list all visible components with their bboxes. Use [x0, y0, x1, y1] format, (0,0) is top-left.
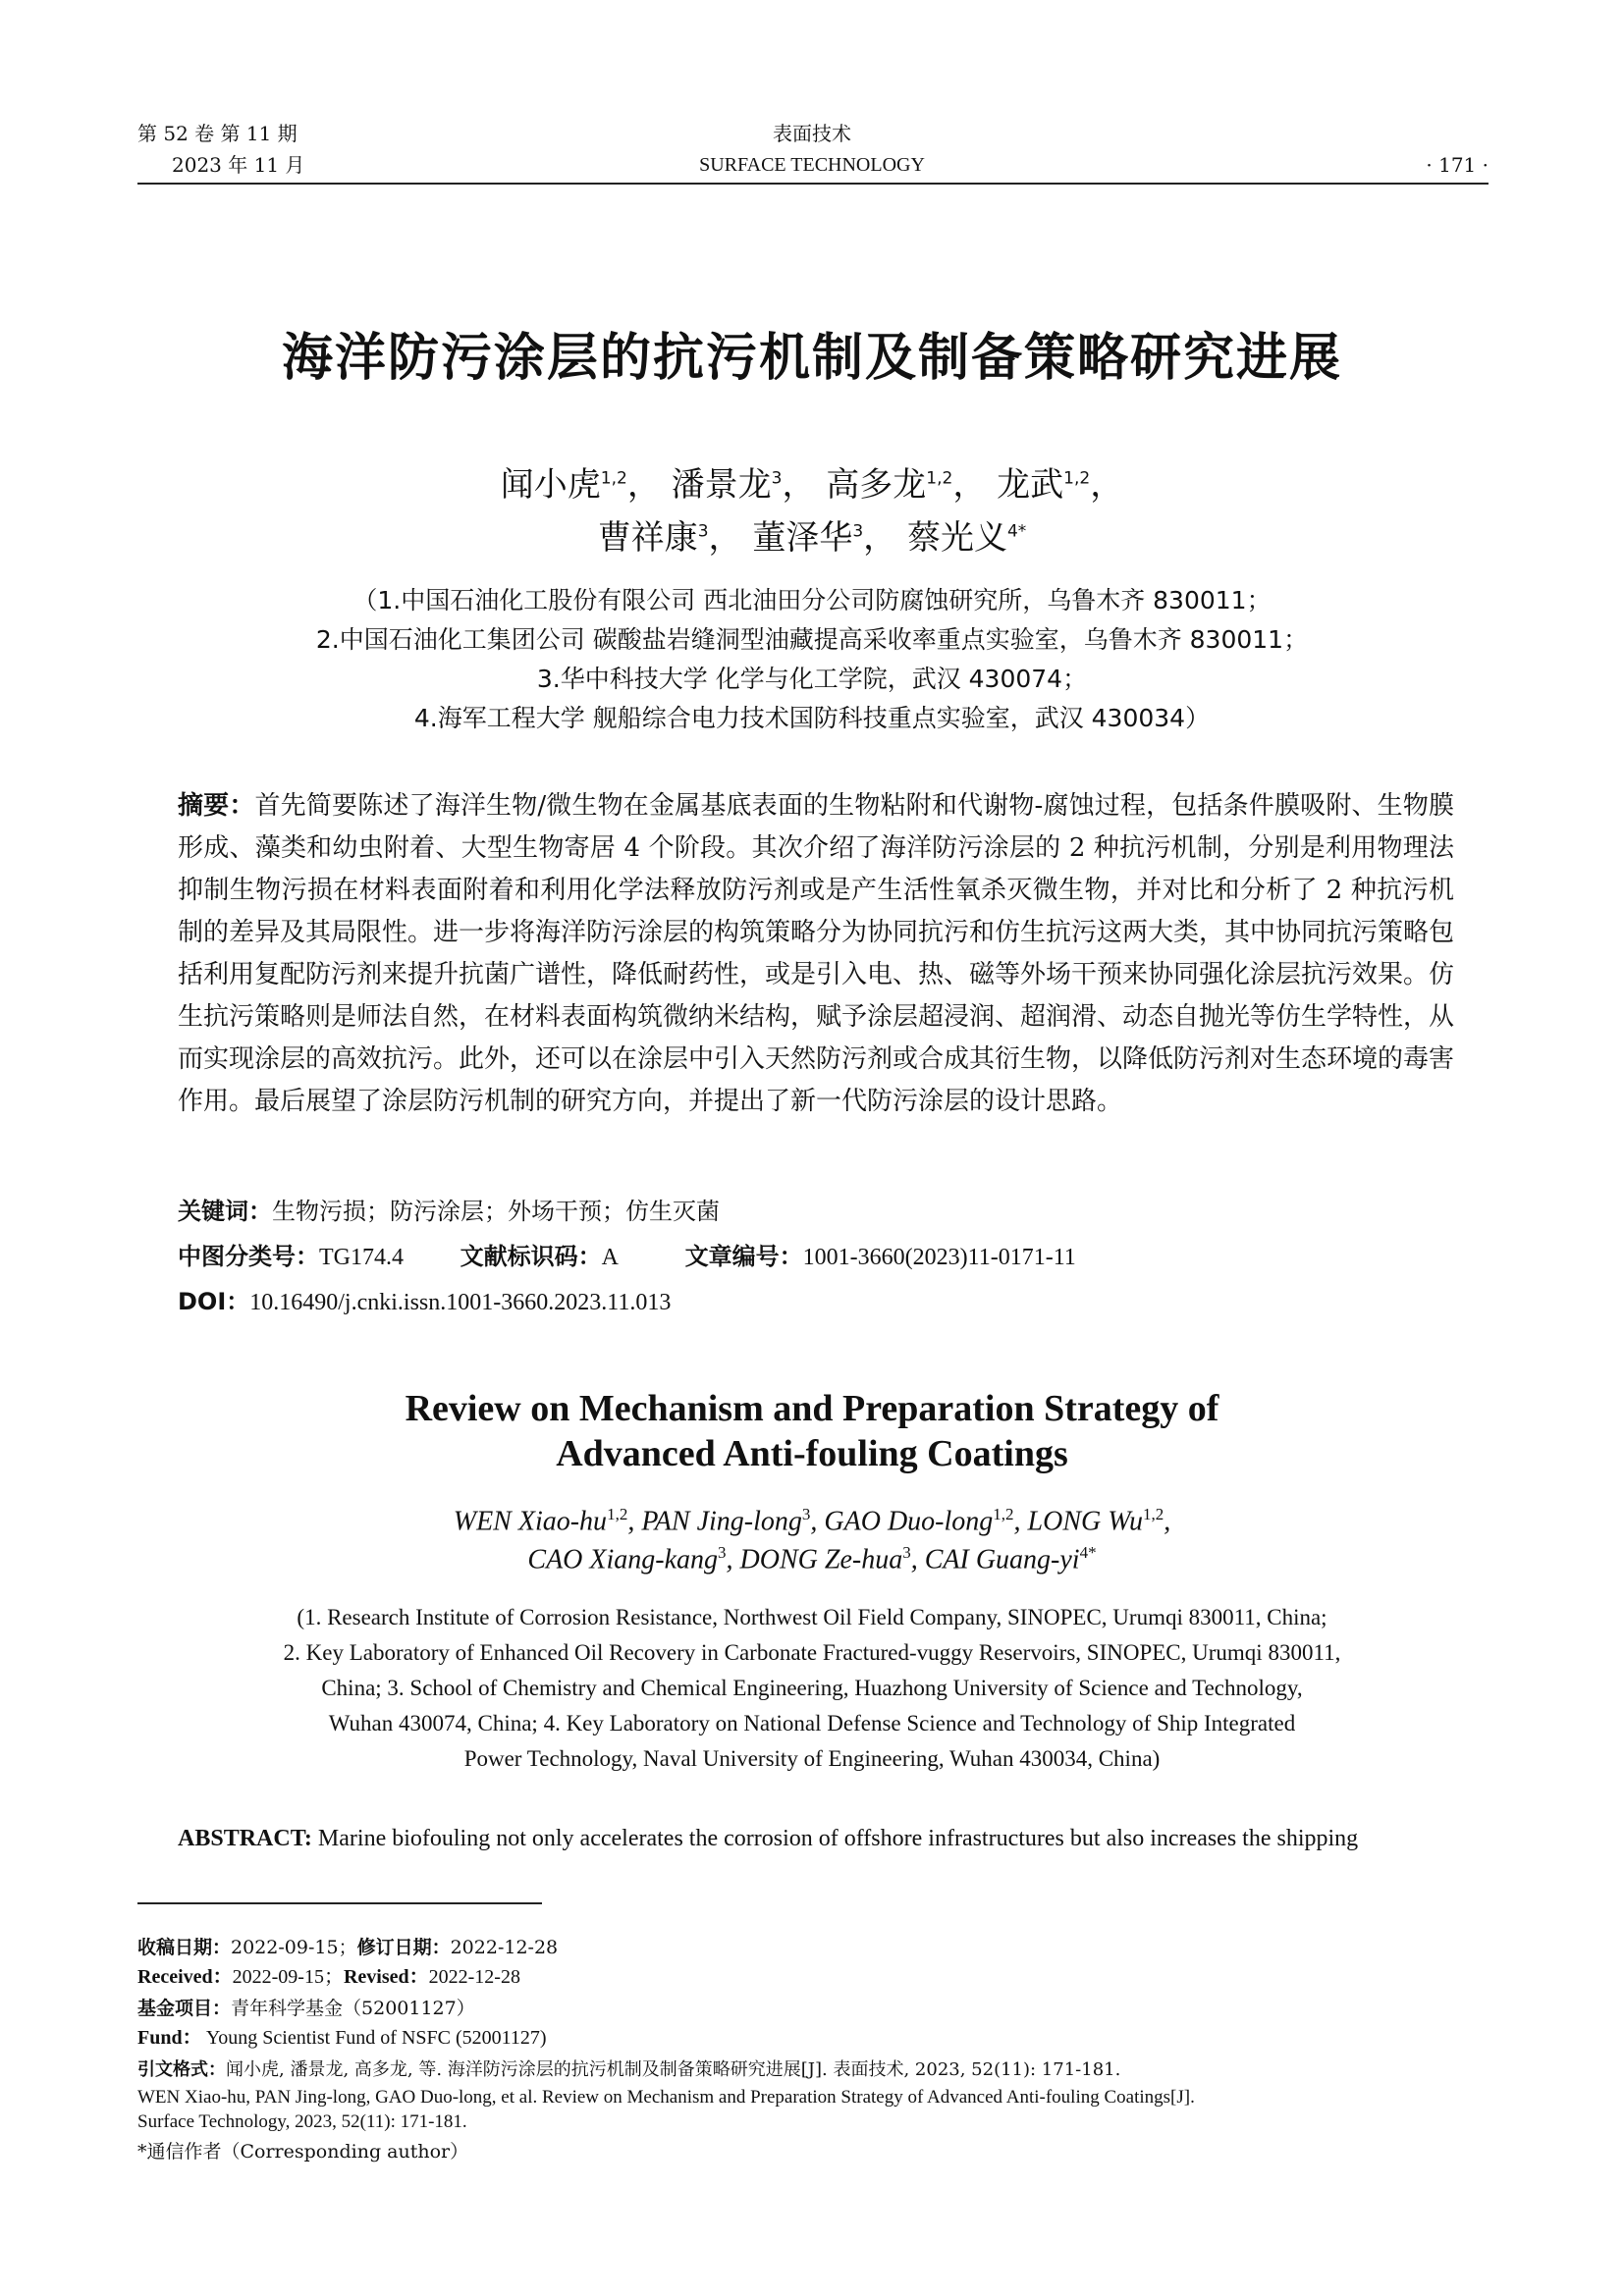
title-cn: 海洋防污涂层的抗污机制及制备策略研究进展	[281, 329, 1342, 388]
header-rule	[137, 183, 1489, 185]
fund-en-label: Fund：	[137, 2027, 202, 2049]
clc-label: 中图分类号：	[178, 1243, 319, 1270]
authors-en-line1: WEN Xiao-hu$^{1,2}$, PAN Jing-long$^3$, GAO Duo-long$^{1,2}$, LONG Wu$^{1,2}$,	[453, 1505, 1171, 1537]
affiliations-en	[0, 1600, 1624, 1777]
classification-line	[178, 1237, 1076, 1277]
article-number-value: 1001-3660(2023)11-0171-11	[802, 1245, 1076, 1270]
header-journal-en: SURFACE TECHNOLOGY	[699, 154, 925, 176]
author-affil-sup: 1,2	[607, 1505, 628, 1523]
author-separator: ，	[952, 465, 987, 505]
header-journal-cn: 表面技术	[773, 122, 851, 145]
received-en-label: Received：	[137, 1966, 233, 1988]
abstract-cn-text: 首先简要陈述了海洋生物/微生物在金属基底表面的生物粘附和代谢物-腐蚀过程，包括条件膜吸附、生物膜形成、藻类和幼虫附着、大型生物寄居 4 个阶段。其次介绍了海洋防污涂层的 2 种抗污机制，分别是利用物理法抑制生物污损在材料表面附着和利用化学法释放防污剂或是产生活性氧杀灭微生物，并对比和分析了 2 种抗污机制的差异及其局限性。进一步将海洋防污涂层的构筑策略分为协同抗污和仿生抗污这两大类，其中协同抗污策略包括利用复配防污剂来提升抗菌广谱性，降低耐药性，或是引入电、热、磁等外场干预来协同强化涂层抗污效果。仿生抗污策略则是师法自然，在材料表面构筑微纳米结构，赋予涂层超浸润、超润滑、动态自抛光等仿生学特性，从而实现涂层的高效抗污。此外，还可以在涂层中引入天然防污剂或合成其衍生物，以降低防污剂对生态环境的毒害作用。最后展望了涂层防污机制的研究方向，并提出了新一代防污涂层的设计思路。	[178, 791, 1455, 1116]
author-affil-sup: 3	[801, 1505, 811, 1523]
author-separator: ，	[1090, 465, 1124, 505]
author-affil-sup: 1,2	[1063, 468, 1091, 489]
authors-en-line2: CAO Xiang-kang$^3$, DONG Ze-hua$^3$, CAI Guang-$yi^{4*}$	[527, 1543, 1097, 1575]
fund-cn-value: 青年科学基金（52001127）	[231, 1998, 475, 2019]
author-en: WEN Xiao-hu	[453, 1506, 608, 1537]
revised-cn-value: 2022-12-28	[450, 1937, 559, 1958]
doi-value[interactable]: 10.16490/j.cnki.issn.1001-3660.2023.11.013	[249, 1290, 672, 1315]
author-affil-sup: 3	[697, 521, 709, 542]
header-volume-issue: 第 52 卷 第 11 期	[137, 122, 298, 145]
author-cn: 高多龙	[826, 465, 927, 505]
author-affil-sup: 4*	[1079, 1543, 1097, 1562]
clc-value: TG174.4	[319, 1245, 404, 1270]
author-affil-sup: 1,2	[1143, 1505, 1164, 1523]
abstract-en-label: ABSTRACT:	[178, 1826, 312, 1851]
keywords	[178, 1192, 720, 1231]
author-affil-sup: 3	[718, 1543, 727, 1562]
affiliation-cn-line: （1.中国石油化工股份有限公司 西北油田分公司防腐蚀研究所，乌鲁木齐 830011；	[352, 586, 1272, 614]
citation-en-line1: WEN Xiao-hu, PAN Jing-long, GAO Duo-long, et al. Review on Mechanism and Preparation Strategy of Advanced Anti-fouling Coatings[J].	[137, 2087, 1195, 2108]
abstract-en-text: Marine biofouling not only accelerates the corrosion of offshore infrastructures but also increases the shipping	[317, 1826, 1359, 1851]
author-affil-sup: 4*	[1006, 521, 1027, 542]
received-cn-label: 收稿日期：	[137, 1937, 232, 1958]
abstract-en	[178, 1826, 1464, 1852]
affiliation-cn-line: 4.海军工程大学 舰船综合电力技术国防科技重点实验室，武汉 430034）	[413, 704, 1211, 732]
author-cn: 曹祥康	[597, 518, 698, 558]
revised-en-value: 2022-12-28	[428, 1966, 520, 1988]
author-cn: 蔡光义	[906, 518, 1007, 558]
author-cn: 董泽华	[752, 518, 853, 558]
title-en-line2: Advanced Anti-fouling Coatings	[556, 1433, 1068, 1474]
received-en-value: 2022-09-15；	[232, 1966, 344, 1988]
header-page-number: · 171 ·	[1426, 153, 1489, 177]
doc-code-label: 文献标识码：	[460, 1243, 602, 1270]
affiliation-en-line: Power Technology, Naval University of Engineering, Wuhan 430034, China)	[463, 1746, 1161, 1771]
affiliation-cn-line: 2.中国石油化工集团公司 碳酸盐岩缝洞型油藏提高采收率重点实验室，乌鲁木齐 830011；	[315, 625, 1309, 654]
footnote-received-en	[137, 1965, 1492, 1990]
affiliation-en-line: China; 3. School of Chemistry and Chemical Engineering, Huazhong University of Science and Technology,	[321, 1676, 1303, 1700]
keywords-label: 关键词：	[178, 1198, 272, 1225]
doc-code-value: A	[601, 1245, 619, 1270]
doi-label: DOI：	[178, 1288, 250, 1315]
author-en: CAO Xiang-kang	[527, 1544, 719, 1575]
affiliations-cn	[0, 581, 1624, 738]
author-separator: ，	[863, 518, 897, 558]
authors-cn-line1	[0, 457, 1624, 506]
footnote-citation-cn	[137, 2057, 1492, 2082]
doi-line	[178, 1282, 671, 1322]
header-date: 2023 年 11 月	[172, 153, 305, 177]
author-en: DONG Ze-hua	[739, 1544, 903, 1575]
article-number-label: 文章编号：	[684, 1243, 803, 1270]
footnote-corresponding: *通信作者（Corresponding author）	[137, 2141, 469, 2163]
author-en: GAO Duo-long	[824, 1506, 994, 1537]
author-en: CAI Guang-yi	[924, 1544, 1080, 1575]
citation-en-line2: Surface Technology, 2023, 52(11): 171-181.	[137, 2111, 467, 2132]
footnote-fund-en	[137, 2026, 1492, 2051]
footnote-fund-cn	[137, 1997, 1492, 2021]
abstract-cn	[178, 785, 1454, 1123]
author-en: LONG Wu	[1027, 1506, 1143, 1537]
affiliation-en-line: (1. Research Institute of Corrosion Resistance, Northwest Oil Field Company, SINOPEC, Urumqi 830011, China;	[297, 1605, 1327, 1629]
author-affil-sup: 3	[852, 521, 864, 542]
fund-cn-label: 基金项目：	[137, 1998, 232, 2019]
revised-cn-label: 修订日期：	[356, 1937, 451, 1958]
keywords-text: 生物污损；防污涂层；外场干预；仿生灭菌	[272, 1198, 720, 1225]
title-en	[0, 1386, 1624, 1476]
author-affil-sup: 1,2	[926, 468, 953, 489]
citation-cn: 闻小虎, 潘景龙, 高多龙, 等. 海洋防污涂层的抗污机制及制备策略研究进展[J]. 表面技术, 2023, 52(11): 171-181.	[226, 2059, 1121, 2080]
author-affil-sup: 3	[902, 1543, 911, 1562]
author-affil-sup: 3	[771, 468, 783, 489]
footnote-rule	[137, 1902, 542, 1904]
author-affil-sup: 1,2	[993, 1505, 1014, 1523]
footnote-received-cn	[137, 1936, 1492, 1960]
affiliation-en-line: 2. Key Laboratory of Enhanced Oil Recovery in Carbonate Fractured-vuggy Reservoirs, SINOPEC, Urumqi 830011,	[283, 1640, 1341, 1665]
affiliation-cn-line: 3.华中科技大学 化学与化工学院，武汉 430074；	[536, 665, 1088, 693]
author-separator: ，	[782, 465, 816, 505]
author-en: PAN Jing-long	[641, 1506, 802, 1537]
revised-en-label: Revised：	[343, 1966, 429, 1988]
author-cn: 潘景龙	[671, 465, 772, 505]
footnote-citation-en	[137, 2085, 1492, 2134]
abstract-cn-label: 摘要：	[178, 791, 255, 821]
affiliation-en-line: Wuhan 430074, China; 4. Key Laboratory on National Defense Science and Technology of Ship Integrated	[328, 1711, 1296, 1735]
author-cn: 龙武	[997, 465, 1064, 505]
title-en-line1: Review on Mechanism and Preparation Strategy of	[405, 1388, 1219, 1429]
citation-label: 引文格式：	[137, 2059, 226, 2080]
author-separator: ，	[708, 518, 742, 558]
author-affil-sup: 1,2	[600, 468, 627, 489]
fund-en-value: Young Scientist Fund of NSFC (52001127)	[205, 2027, 547, 2049]
authors-cn-line2	[0, 510, 1624, 559]
author-separator: ，	[626, 465, 661, 505]
author-cn: 闻小虎	[500, 465, 601, 505]
received-cn-value: 2022-09-15；	[231, 1937, 357, 1958]
